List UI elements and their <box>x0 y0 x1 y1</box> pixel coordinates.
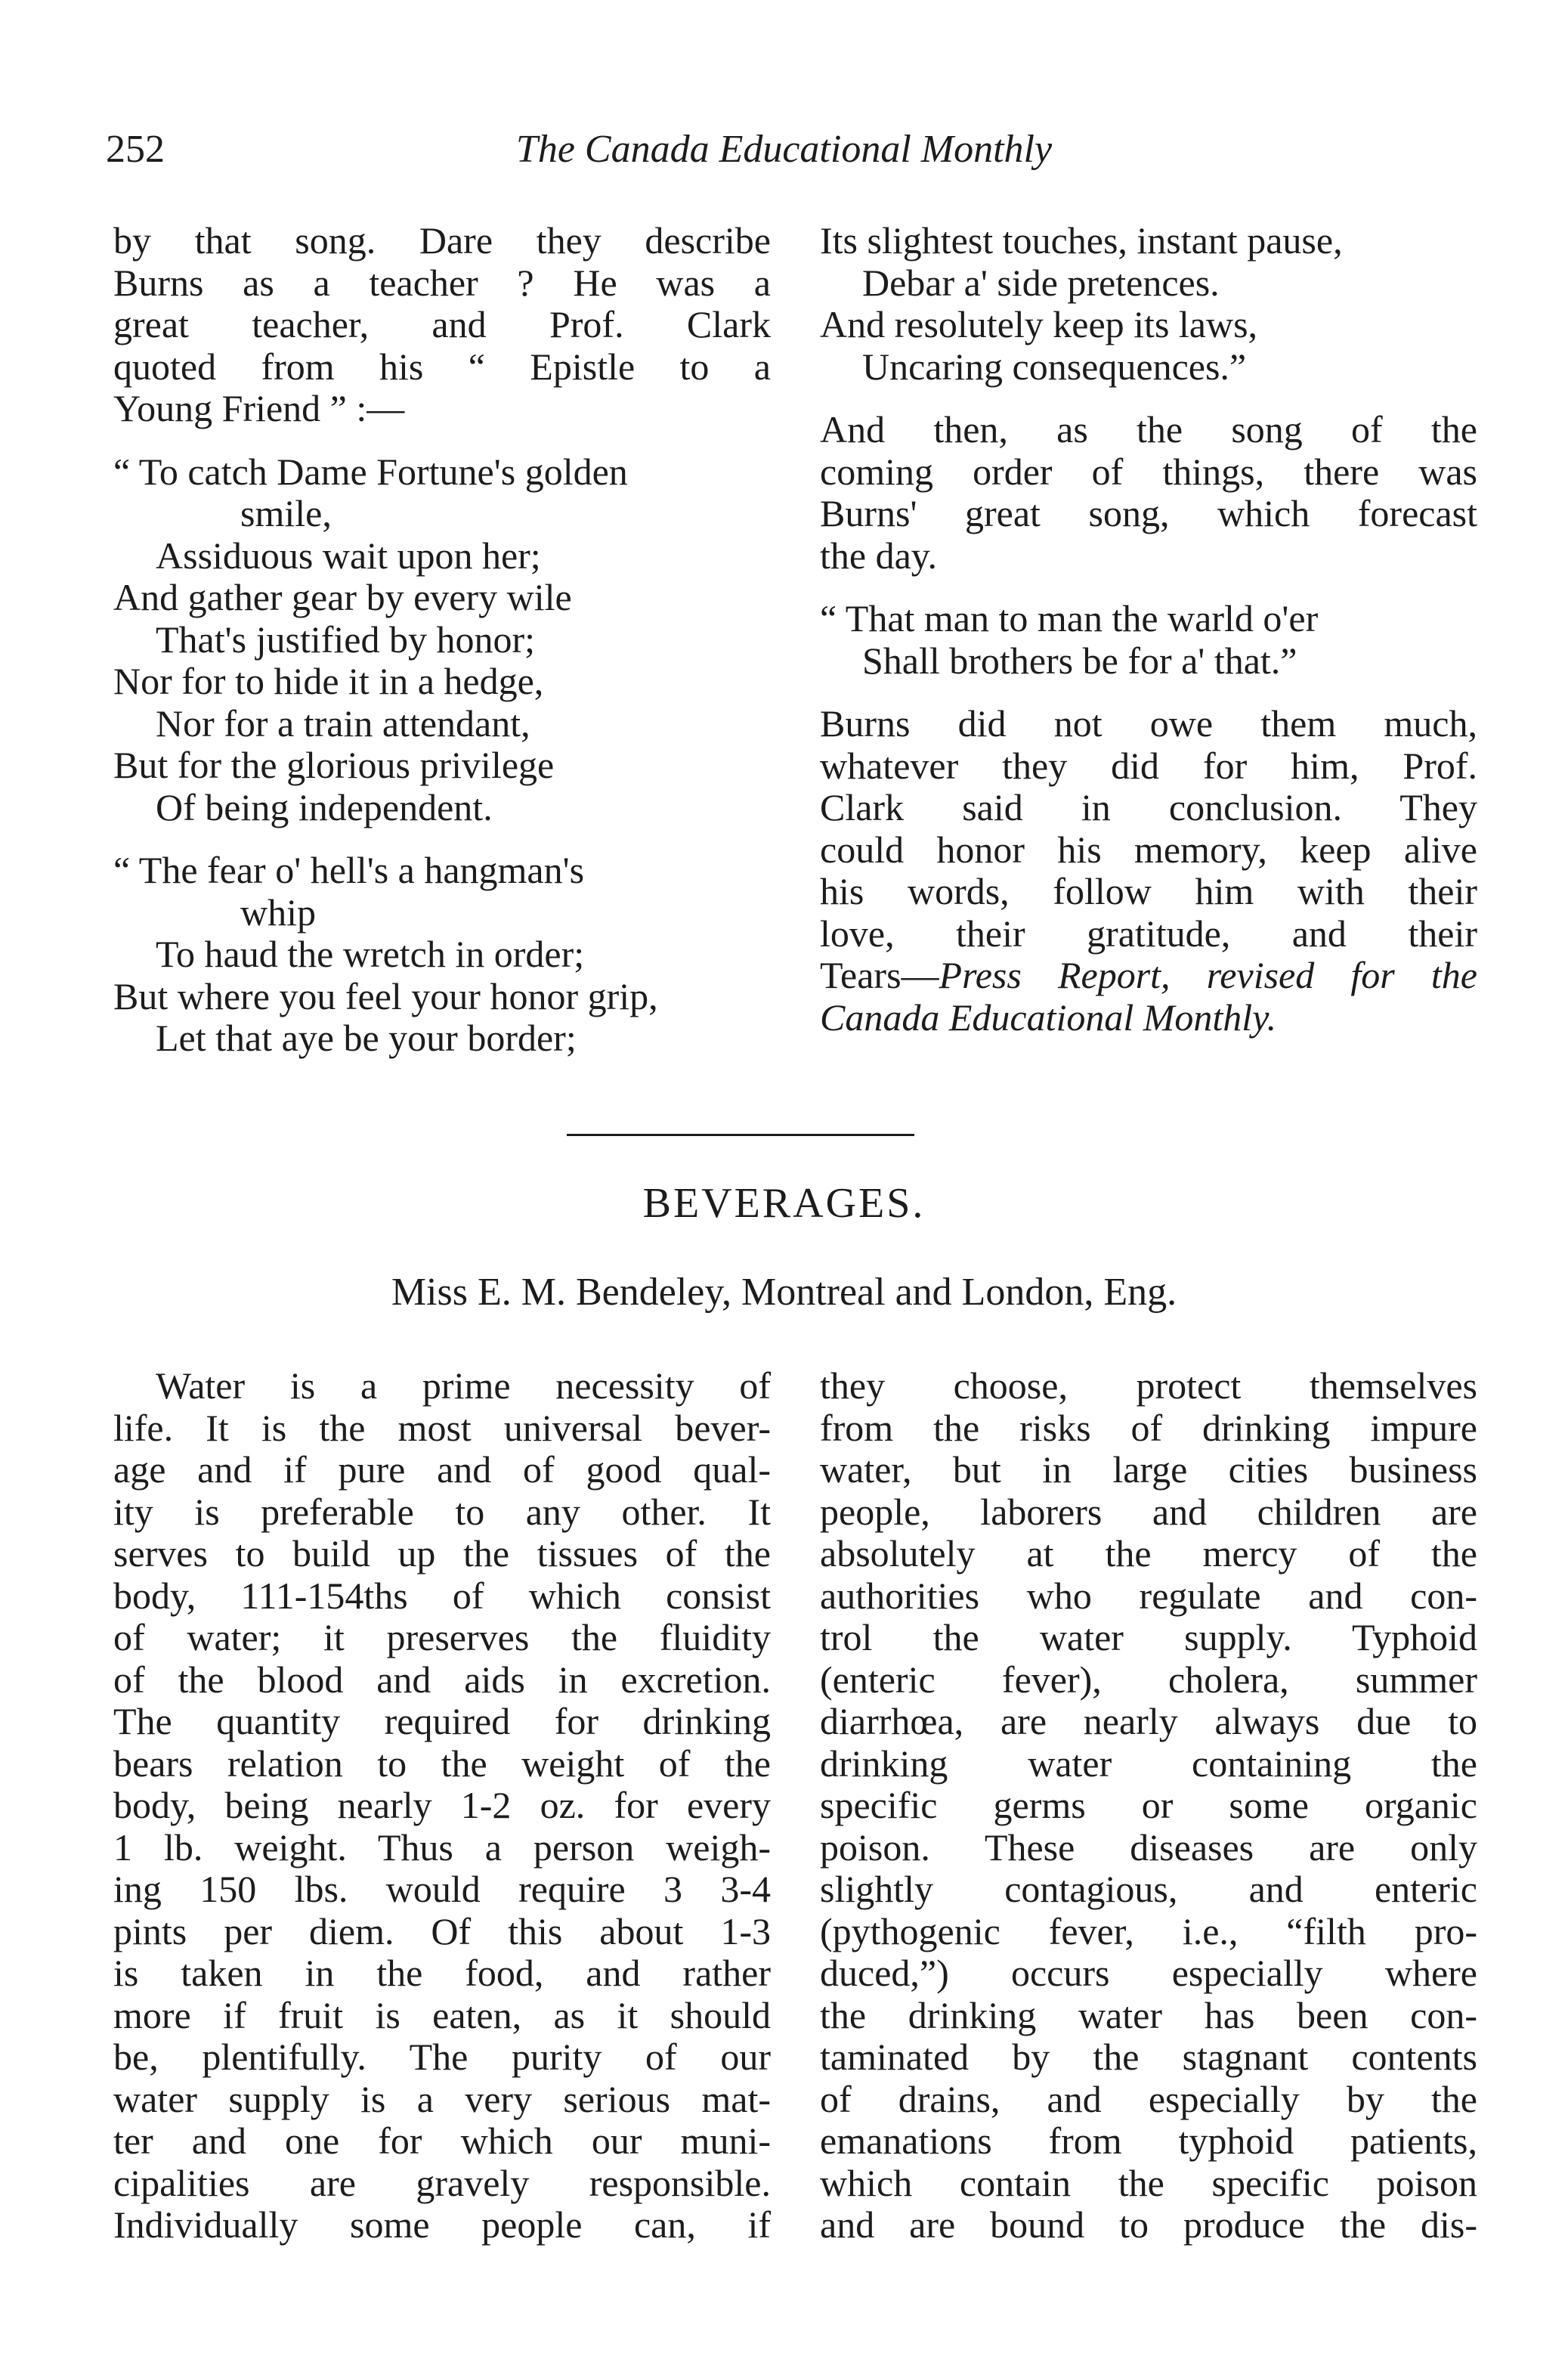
page-number: 252 <box>106 128 165 171</box>
text-line: But for the glorious privilege <box>113 744 555 786</box>
text-line: Burns' great song, which forecast <box>820 492 1477 534</box>
text-line: bears relation to the weight of the <box>113 1742 771 1785</box>
text-line: the day. <box>820 534 938 577</box>
text-line: And resolutely keep its laws, <box>820 303 1258 345</box>
text-line: age and if pure and of good qual- <box>113 1448 771 1491</box>
text-line: quoted from his “ Epistle to a <box>113 345 771 388</box>
text-line: they choose, protect themselves <box>820 1364 1477 1407</box>
text-line-mixed: Tears—Press Report, revised for the <box>820 954 1477 996</box>
text-line: To haud the wretch in order; <box>156 933 585 975</box>
section-separator <box>567 1134 914 1136</box>
text-line: authorities who regulate and con- <box>820 1574 1477 1617</box>
text-line: 1 lb. weight. Thus a person weigh- <box>113 1825 771 1869</box>
section-title: BEVERAGES. <box>642 1180 926 1227</box>
text-line: more if fruit is eaten, as it should <box>113 1993 771 2036</box>
text-line: ity is preferable to any other. It <box>113 1490 771 1533</box>
text-line: which contain the specific poison <box>820 2161 1477 2204</box>
text-line: absolutely at the mercy of the <box>820 1532 1477 1574</box>
text-line: drinking water containing the <box>820 1742 1477 1785</box>
text-line: Shall brothers be for a' that.” <box>862 639 1297 682</box>
text-line: from the risks of drinking impure <box>820 1406 1477 1449</box>
text-line: his words, follow him with their <box>820 870 1477 912</box>
text-line: “ To catch Dame Fortune's golden <box>113 450 628 493</box>
text-line: And then, as the song of the <box>820 408 1477 451</box>
text-line: slightly contagious, and enteric <box>820 1868 1477 1910</box>
running-head: The Canada Educational Monthly <box>515 128 1053 171</box>
text-line: great teacher, and Prof. Clark <box>113 303 771 345</box>
text-line: Water is a prime necessity of <box>156 1364 771 1407</box>
text-line: diarrhœa, are nearly always due to <box>820 1700 1477 1742</box>
text-line: Clark said in conclusion. They <box>820 786 1477 828</box>
text-line: trol the water supply. Typhoid <box>820 1616 1477 1658</box>
text-line: serves to build up the tissues of the <box>113 1532 771 1574</box>
text-line: cipalities are gravely responsible. <box>113 2161 771 2204</box>
text-line: Canada Educational Monthly. <box>820 995 1277 1039</box>
text-line: Burns as a teacher ? He was a <box>113 261 771 304</box>
text-line: whatever they did for him, Prof. <box>820 744 1477 787</box>
text-line: Uncaring consequences.” <box>862 345 1247 388</box>
text-line: whip <box>240 890 316 934</box>
text-line: body, 111-154ths of which consist <box>113 1574 771 1617</box>
text-line: And gather gear by every wile <box>113 576 572 618</box>
text-line: water, but in large cities business <box>820 1448 1477 1491</box>
text-line: Let that aye be your border; <box>156 1017 577 1059</box>
text-line: But where you feel your honor grip, <box>113 974 658 1017</box>
text-line: Burns did not owe them much, <box>820 702 1477 745</box>
text-line: of drains, and especially by the <box>820 2077 1477 2120</box>
text-line: Debar a' side pretences. <box>862 261 1220 304</box>
text-line: (enteric fever), cholera, summer <box>820 1658 1477 1701</box>
text-line: people, laborers and children are <box>820 1490 1477 1533</box>
text-line: be, plentifully. The purity of our <box>113 2036 771 2078</box>
text-line: coming order of things, there was <box>820 450 1477 493</box>
text-line: the drinking water has been con- <box>820 1993 1477 2036</box>
text-line: emanations from typhoid patients, <box>820 2119 1477 2162</box>
text-line: love, their gratitude, and their <box>820 912 1477 955</box>
text-line: (pythogenic fever, i.e., “filth pro- <box>820 1909 1477 1952</box>
text-line: Of being independent. <box>156 785 493 828</box>
text-line: Its slightest touches, instant pause, <box>820 219 1343 262</box>
text-line: The quantity required for drinking <box>113 1700 771 1742</box>
text-line: That's justified by honor; <box>156 618 536 661</box>
text-line: of the blood and aids in excretion. <box>113 1658 771 1701</box>
text-line: Young Friend ” :— <box>113 387 405 429</box>
text-line: ing 150 lbs. would require 3 3-4 <box>113 1868 771 1910</box>
section-byline: Miss E. M. Bendeley, Montreal and London, Eng. <box>391 1271 1177 1314</box>
text-line: of water; it preserves the fluidity <box>113 1616 771 1658</box>
text-line: “ That man to man the warld o'er <box>820 597 1319 639</box>
text-line: Individually some people can, if <box>113 2203 771 2246</box>
text-line: and are bound to produce the dis- <box>820 2203 1477 2246</box>
text-line: water supply is a very serious mat- <box>113 2077 771 2120</box>
text-line: pints per diem. Of this about 1-3 <box>113 1909 771 1952</box>
text-line: ter and one for which our muni- <box>113 2119 771 2162</box>
text-line: body, being nearly 1-2 oz. for every <box>113 1784 771 1826</box>
text-line: Nor for to hide it in a hedge, <box>113 660 544 702</box>
text-line: specific germs or some organic <box>820 1784 1477 1826</box>
text-line: duced,”) occurs especially where <box>820 1952 1477 1994</box>
text-line: by that song. Dare they describe <box>113 219 771 262</box>
text-line: smile, <box>240 492 332 534</box>
text-line: life. It is the most universal bever- <box>113 1406 771 1449</box>
text-line: Nor for a train attendant, <box>156 701 530 745</box>
text-line: taminated by the stagnant contents <box>820 2036 1477 2078</box>
text-line: is taken in the food, and rather <box>113 1952 771 1994</box>
text-line: “ The fear o' hell's a hangman's <box>113 849 585 891</box>
text-line: Assiduous wait upon her; <box>156 534 541 577</box>
text-line: could honor his memory, keep alive <box>820 828 1477 871</box>
text-line: poison. These diseases are only <box>820 1825 1477 1869</box>
